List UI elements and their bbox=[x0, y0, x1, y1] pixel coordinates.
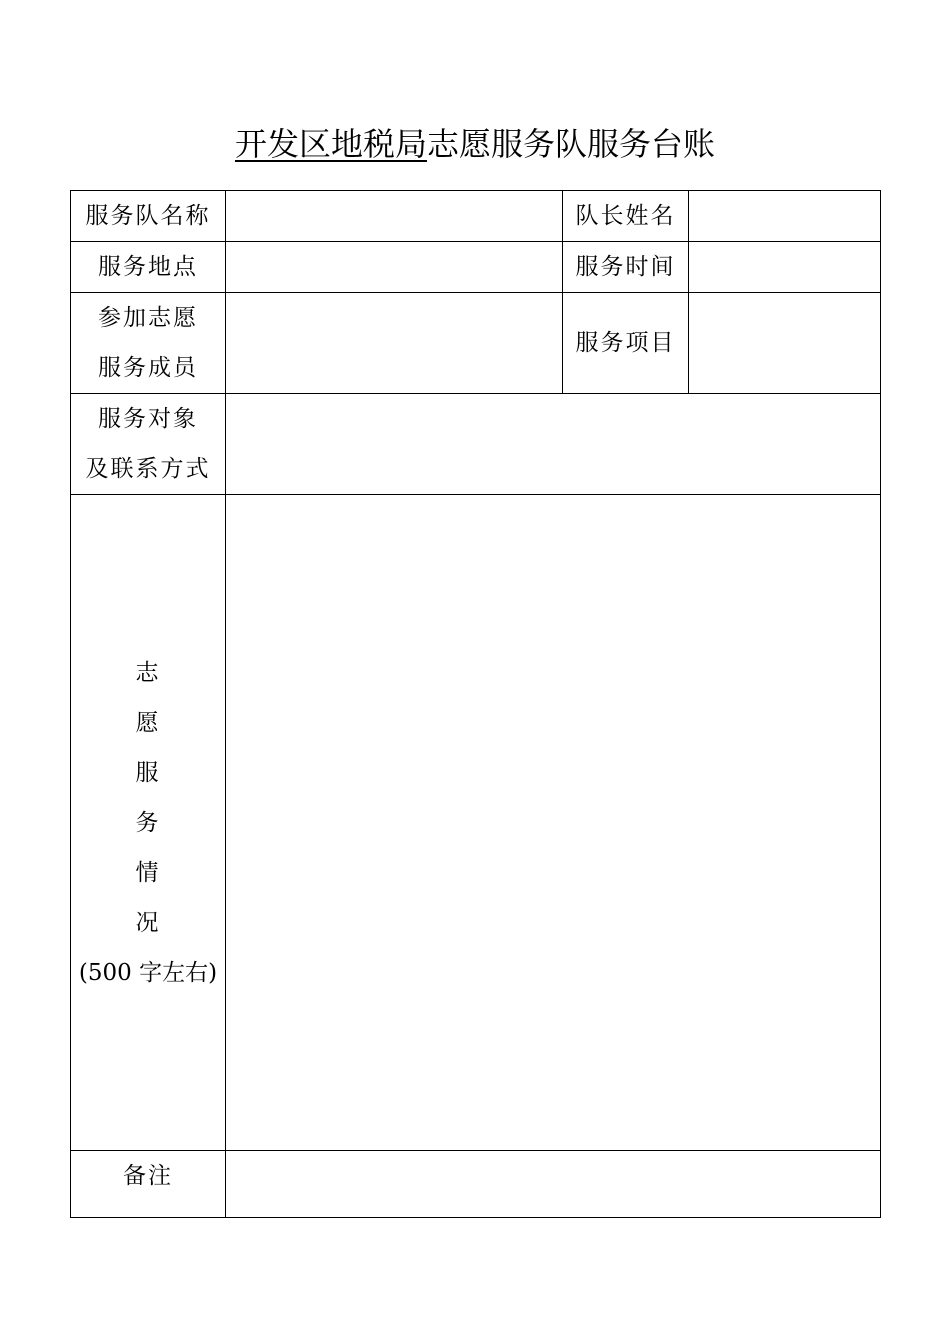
target-field[interactable] bbox=[226, 394, 881, 495]
location-field[interactable] bbox=[226, 242, 563, 293]
remark-label: 备注 bbox=[71, 1151, 226, 1218]
document-title bbox=[0, 118, 950, 170]
team-name-label: 服务队名称 bbox=[71, 191, 226, 242]
situation-char: 务 bbox=[135, 809, 161, 836]
target-label-line1: 服务对象 bbox=[98, 406, 198, 432]
team-name-field[interactable] bbox=[226, 191, 563, 242]
situation-char: 愿 bbox=[135, 709, 161, 736]
situation-char: 情 bbox=[135, 859, 161, 886]
time-label: 服务时间 bbox=[563, 242, 689, 293]
row-location bbox=[71, 242, 881, 293]
row-remark bbox=[71, 1151, 881, 1218]
target-label-line2: 及联系方式 bbox=[85, 456, 211, 482]
situation-label bbox=[71, 495, 226, 1151]
location-label: 服务地点 bbox=[71, 242, 226, 293]
captain-name-label: 队长姓名 bbox=[563, 191, 689, 242]
members-field[interactable] bbox=[226, 293, 563, 394]
members-label-line1: 参加志愿 bbox=[98, 305, 198, 331]
situation-char: 况 bbox=[135, 909, 161, 936]
remark-field[interactable] bbox=[226, 1151, 881, 1218]
title-organization: 开发区地税局 bbox=[234, 125, 427, 163]
service-ledger-table bbox=[70, 190, 881, 1218]
row-target bbox=[71, 394, 881, 495]
situation-char: 志 bbox=[135, 659, 161, 686]
captain-name-field[interactable] bbox=[689, 191, 881, 242]
project-field[interactable] bbox=[689, 293, 881, 394]
row-team-name bbox=[71, 191, 881, 242]
members-label bbox=[71, 293, 226, 394]
situation-char: 服 bbox=[135, 759, 161, 786]
title-text: 志愿服务队服务台账 bbox=[427, 125, 716, 163]
project-label: 服务项目 bbox=[563, 293, 689, 394]
row-situation bbox=[71, 495, 881, 1151]
situation-note: (500 字左右) bbox=[78, 959, 218, 986]
time-field[interactable] bbox=[689, 242, 881, 293]
row-members bbox=[71, 293, 881, 394]
members-label-line2: 服务成员 bbox=[98, 355, 198, 381]
situation-field[interactable] bbox=[226, 495, 881, 1151]
target-label bbox=[71, 394, 226, 495]
